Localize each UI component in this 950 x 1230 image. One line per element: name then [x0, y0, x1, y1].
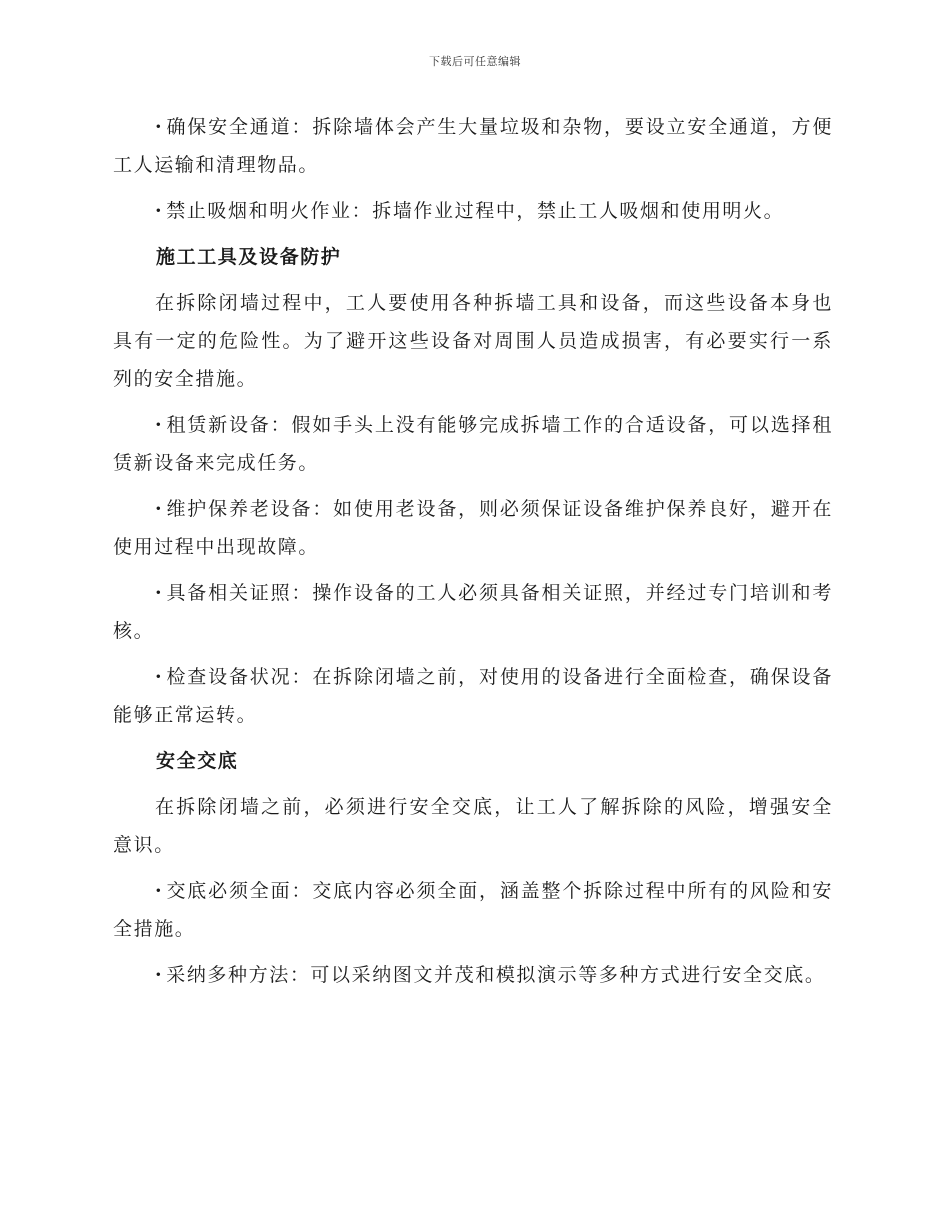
bullet-maintain-equipment: · 维护保养老设备：如使用老设备，则必须保证设备维护保养良好，避开在使用过程中出现故障。 [113, 490, 833, 566]
paragraph-briefing-intro: 在拆除闭墙之前，必须进行安全交底，让工人了解拆除的风险，增强安全意识。 [113, 796, 833, 856]
section-heading-tools: 施工工具及设备防护 [156, 246, 342, 268]
bullet-comprehensive-briefing: · 交底必须全面：交底内容必须全面，涵盖整个拆除过程中所有的风险和安全措施。 [113, 872, 833, 948]
bullet-certificates: · 具备相关证照：操作设备的工人必须具备相关证照，并经过专门培训和考核。 [113, 574, 833, 650]
section-heading-safety-briefing: 安全交底 [156, 750, 239, 772]
document-body [113, 108, 833, 1002]
bullet-check-equipment: · 检查设备状况：在拆除闭墙之前，对使用的设备进行全面检查，确保设备能够正常运转。 [113, 658, 833, 734]
bullet-multiple-methods: · 采纳多种方法：可以采纳图文并茂和模拟演示等多种方式进行安全交底。 [113, 956, 833, 994]
bullet-safe-passage: · 确保安全通道：拆除墙体会产生大量垃圾和杂物，要设立安全通道，方便工人运输和清理物品。 [113, 108, 833, 184]
bullet-rent-equipment: · 租赁新设备：假如手头上没有能够完成拆墙工作的合适设备，可以选择租赁新设备来完成任务。 [113, 406, 833, 482]
paragraph-tools-intro: 在拆除闭墙过程中，工人要使用各种拆墙工具和设备，而这些设备本身也具有一定的危险性。为了避开这些设备对周围人员造成损害，有必要实行一系列的安全措施。 [113, 292, 833, 390]
bullet-no-smoking: · 禁止吸烟和明火作业：拆墙作业过程中，禁止工人吸烟和使用明火。 [113, 192, 833, 230]
page-header: 下载后可任意编辑 [429, 55, 521, 68]
